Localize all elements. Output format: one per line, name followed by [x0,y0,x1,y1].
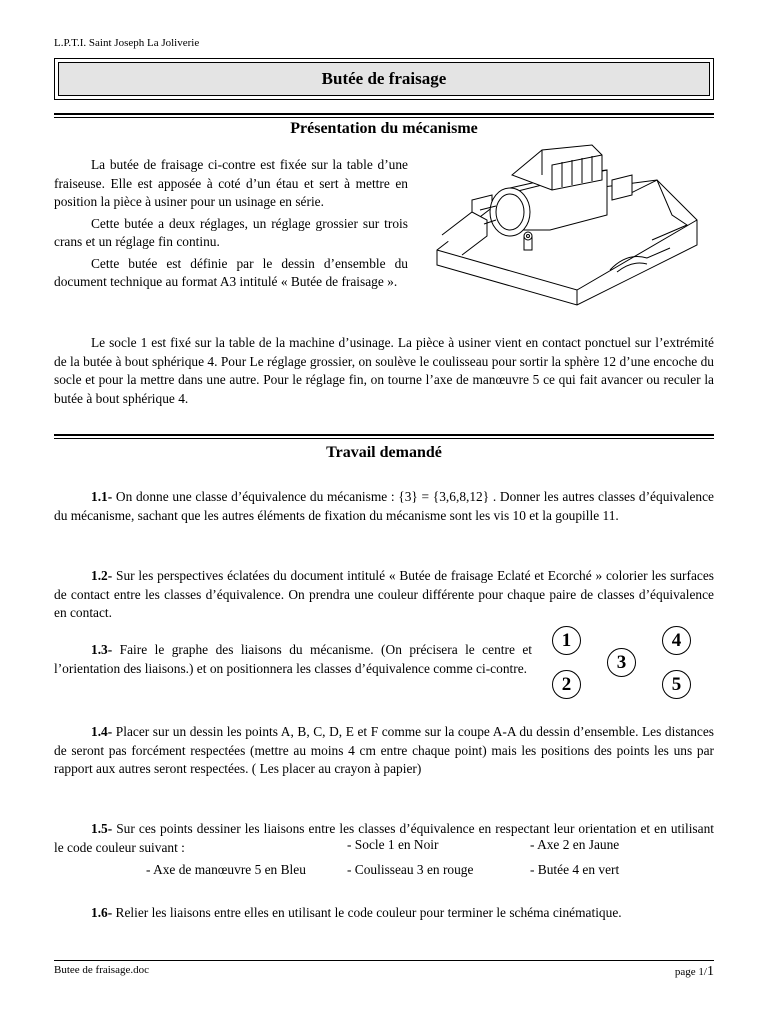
divider [54,113,714,115]
section-heading-presentation: Présentation du mécanisme [290,120,478,137]
question-1-2 [54,567,714,623]
question-number: 1.2- [91,568,113,583]
divider [54,117,714,118]
color-code-item: - Butée 4 en vert [530,862,620,877]
page-title: Butée de fraisage [58,62,710,96]
color-code-item: - Socle 1 en Noir [347,837,439,852]
paragraph: Cette butée a deux réglages, un réglage grossier sur trois crans et un réglage fin continu. [54,215,408,249]
presentation-paragraph-4 [54,334,714,408]
question-1-4 [54,723,714,779]
color-code-item: - Coulisseau 3 en rouge [347,862,474,877]
color-code-item: - Axe de manœuvre 5 en Bleu [146,862,306,877]
title-box [54,58,714,100]
graph-node-2: 2 [552,670,581,699]
question-number: 1.3- [91,642,113,657]
question-number: 1.1- [91,489,113,504]
question-text: Sur les perspectives éclatées du document intitulé « Butée de fraisage Eclaté et Ecorché » colorier les surfaces de contact entre les classes d’équivalence. On prendra une couleur différente pour chaque paire de classes d’équivalence en contact. [54,568,714,620]
presentation-text [54,156,408,292]
question-text: Placer sur un dessin les points A, B, C, D, E et F comme sur la coupe A-A du dessin d’ensemble. Les distances de seront pas forcément respectées (mettre au moins 4 cm entre chaque point) mais les positions des points les uns par rapport aux autres seront respectées. ( Les placer au crayon à papier) [54,724,714,776]
question-text: Faire le graphe des liaisons du mécanisme. (On précisera le centre et l’orientation des liaisons.) et on positionnera les classes d’équivalence comme ci-contre. [54,642,532,676]
question-1-1 [54,488,714,525]
color-code-item: - Axe 2 en Jaune [530,837,620,852]
graph-node-3: 3 [607,648,636,677]
question-text: Sur ces points dessiner les liaisons entre les classes d’équivalence en respectant leur orientation et en utilisant le code couleur suivant : [54,821,714,855]
graph-node-1: 1 [552,626,581,655]
footer-page-total: 1 [707,964,714,979]
graph-node-5: 5 [662,670,691,699]
section-heading-travail: Travail demandé [326,444,442,461]
page-footer [54,960,714,979]
header-school: L.P.T.I. Saint Joseph La Joliverie [54,37,200,49]
footer-page-label: page 1/ [674,966,707,978]
graph-node-4: 4 [662,626,691,655]
footer-page [675,964,714,980]
question-number: 1.4- [91,724,113,739]
mechanism-illustration [432,140,714,320]
question-1-6 [54,904,714,923]
divider [54,434,714,436]
question-1-3 [54,641,532,678]
paragraph: La butée de fraisage ci-contre est fixée sur la table d’une fraiseuse. Elle est apposée à coté d’un étau et sert à mettre en position la pièce à usiner pour un usinage en série. [54,157,408,209]
question-text: On donne une classe d’équivalence du mécanisme : {3} = {3,6,8,12} . Donner les autres classes d’équivalence du mécanisme, sachant que les autres éléments de fixation du mécanisme sont les vis 10 et la goupille 11. [54,489,714,523]
question-number: 1.5- [91,821,113,836]
footer-filename: Butee de fraisage.doc [54,964,149,976]
paragraph: Le socle 1 est fixé sur la table de la machine d’usinage. La pièce à usiner vient en contact ponctuel sur l’extrémité de la butée à bout sphérique 4. Pour Le réglage grossier, on soulève le coulisseau pour sortir la sphère 12 d’une encoche du socle et pour la mettre dans une autre. Pour le réglage fin, on tourne l’axe de manœuvre 5 ce qui fait avancer ou reculer la butée à bout sphérique 4. [54,335,714,406]
paragraph: Cette butée est définie par le dessin d’ensemble du document technique au format A3 intitulé « Butée de fraisage ». [54,255,408,289]
question-text: Relier les liaisons entre elles en utilisant le code couleur pour terminer le schéma cinématique. [112,905,622,920]
question-number: 1.6- [91,905,113,920]
divider [54,438,714,439]
